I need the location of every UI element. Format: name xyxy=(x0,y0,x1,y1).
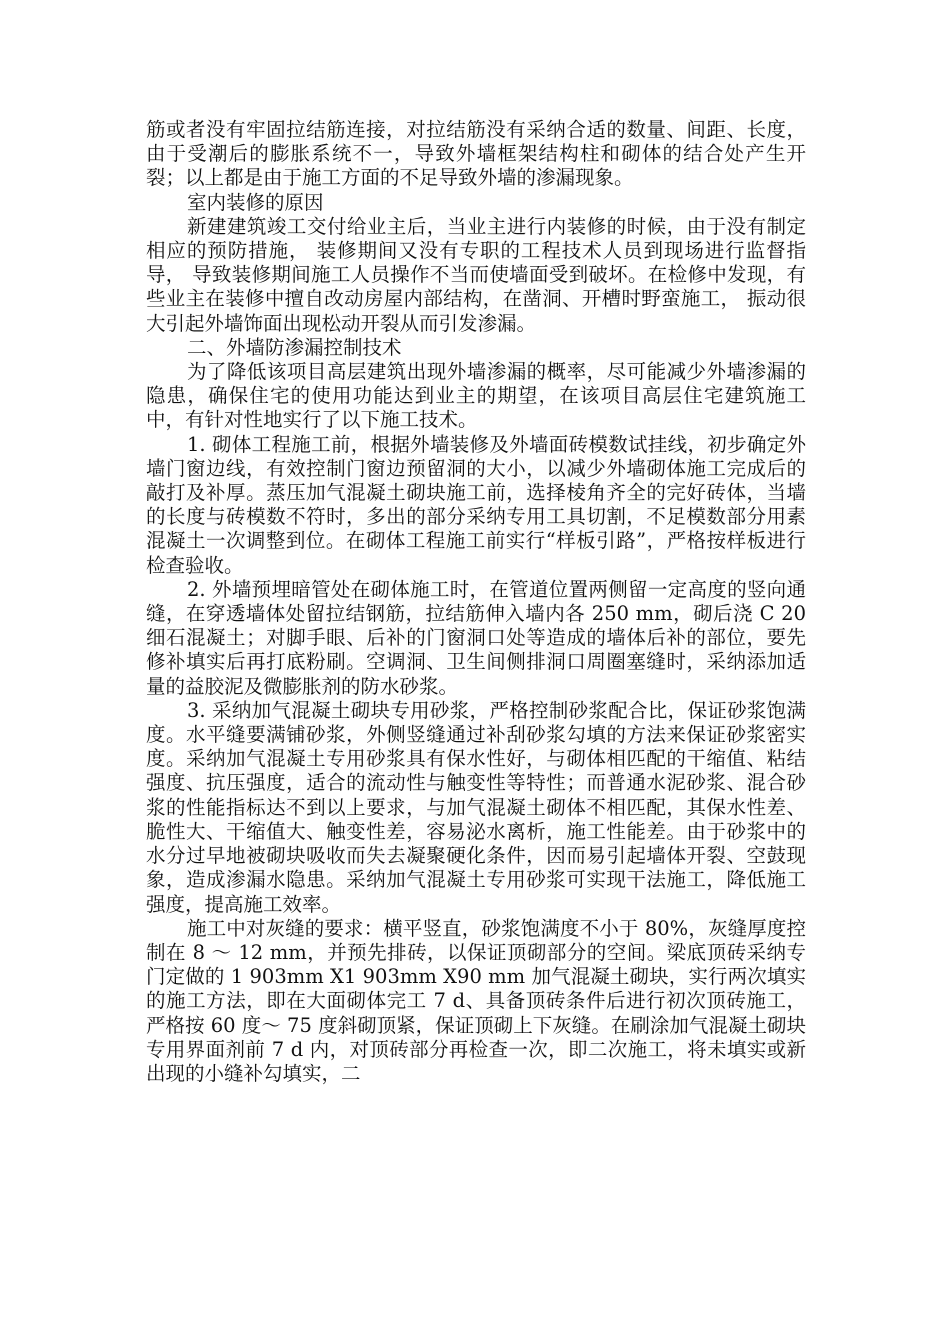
document-page xyxy=(146,118,806,1086)
paragraph-5: 2. 外墙预埋暗管处在砌体施工时，在管道位置两侧留一定高度的竖向通缝，在穿透墙体处留拉结钢筋，拉结筋伸入墙内各 250 mm，砌后浇 C 20 细石混凝土；对脚手眼、后补的门窗洞口处等造成的墙体后补的部位，要先修补填实后再打底粉刷。空调洞、卫生间侧排洞口周圈塞缝时，采纳添加适量的益胶泥及微膨胀剂的防水砂浆。 xyxy=(146,577,806,698)
paragraph-3: 为了降低该项目高层建筑出现外墙渗漏的概率，尽可能减少外墙渗漏的隐患，确保住宅的使用功能达到业主的期望，在该项目高层住宅建筑施工中，有针对性地实行了以下施工技术。 xyxy=(146,360,806,432)
section-heading-control: 二、外墙防渗漏控制技术 xyxy=(186,335,402,359)
paragraph-4: 1. 砌体工程施工前，根据外墙装修及外墙面砖模数试挂线，初步确定外墙门窗边线，有效控制门窗边预留洞的大小，以减少外墙砌体施工完成后的敲打及补厚。蒸压加气混凝土砌块施工前，选择棱角齐全的完好砖体，当墙的长度与砖模数不符时，多出的部分采纳专用工具切割，不足模数部分用素混凝土一次调整到位。在砌体工程施工前实行“样板引路”，严格按样板进行检查验收。 xyxy=(146,432,806,577)
paragraph-2: 新建建筑竣工交付给业主后，当业主进行内装修的时候，由于没有制定相应的预防措施， 装修期间又没有专职的工程技术人员到现场进行监督指导， 导致装修期间施工人员操作不当而使墙面受到破坏。在检修中发现，有些业主在装修中擅自改动房屋内部结构，在凿洞、开槽时野蛮施工， 振动很大引起外墙饰面出现松动开裂从而引发渗漏。 xyxy=(146,214,806,335)
paragraph-1: 筋或者没有牢固拉结筋连接，对拉结筋没有采纳合适的数量、间距、长度，由于受潮后的膨胀系统不一，导致外墙框架结构柱和砌体的结合处产生开裂；以上都是由于施工方面的不足导致外墙的渗漏现象。 xyxy=(146,118,806,190)
paragraph-6: 3. 采纳加气混凝土砌块专用砂浆，严格控制砂浆配合比，保证砂浆饱满度。水平缝要满铺砂浆，外侧竖缝通过补刮砂浆勾填的方法来保证砂浆密实度。采纳加气混凝土专用砂浆具有保水性好，与砌体相匹配的干缩值、粘结强度、抗压强度，适合的流动性与触变性等特性；而普通水泥砂浆、混合砂浆的性能指标达不到以上要求，与加气混凝土砌体不相匹配，其保水性差、脆性大、干缩值大、触变性差，容易泌水离析，施工性能差。由于砂浆中的水分过早地被砌块吸收而失去凝聚硬化条件，因而易引起墙体开裂、空鼓现象，造成渗漏水隐患。采纳加气混凝土专用砂浆可实现干法施工，降低施工强度，提高施工效率。 xyxy=(146,698,806,916)
section-heading-interior: 室内装修的原因 xyxy=(186,190,324,214)
paragraph-7: 施工中对灰缝的要求：横平竖直，砂浆饱满度不小于 80%，灰缝厚度控制在 8 ～ 12 mm，并预先排砖，以保证顶砌部分的空间。梁底顶砖采纳专门定做的 1 903mm X1 903mm X90 mm 加气混凝土砌块，实行两次填实的施工方法，即在大面砌体完工 7 d、具备顶砖条件后进行初次顶砖施工，严格按 60 度～ 75 度斜砌顶紧，保证顶砌上下灰缝。在刷涂加气混凝土砌块专用界面剂前 7 d 内，对顶砖部分再检查一次，即二次施工，将未填实或新出现的小缝补勾填实，二 xyxy=(146,916,806,1085)
